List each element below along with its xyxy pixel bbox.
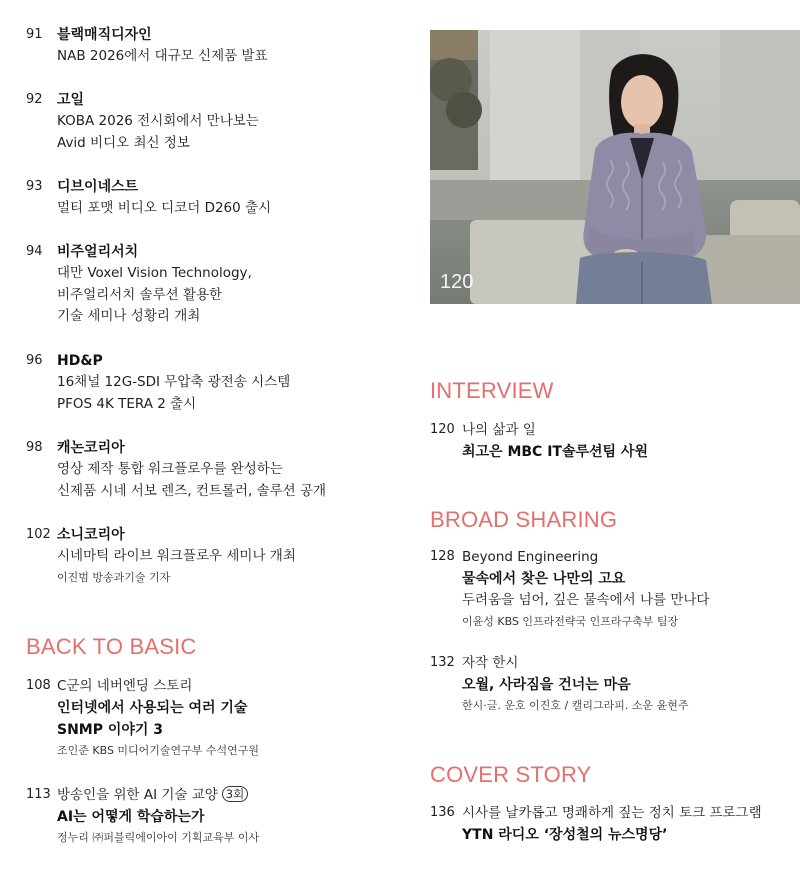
series-name: 시사를 날카롭고 명쾌하게 짚는 정치 토크 프로그램: [462, 805, 762, 821]
page-number: 98: [26, 440, 43, 455]
interview-photo[interactable]: [430, 30, 800, 304]
article-headline: AI는 어떻게 학습하는가: [57, 809, 205, 825]
article-headline: 최고은 MBC IT솔루션팀 사원: [462, 444, 648, 460]
entry-line: 멀티 포맷 비디오 디코더 D260 출시: [57, 200, 272, 216]
toc-entry-128[interactable]: [430, 546, 790, 632]
section-title-cover-story: COVER STORY: [430, 762, 592, 787]
series-name: 자작 한시: [462, 655, 519, 671]
section-title-interview: INTERVIEW: [430, 378, 554, 403]
byline: 이진범 방송과기술 기자: [57, 570, 171, 584]
entry-line: Avid 비디오 최신 정보: [57, 134, 190, 151]
toc-entry-91[interactable]: [26, 24, 416, 70]
entry-line: KOBA 2026 전시회에서 만나보는: [57, 113, 259, 129]
episode-badge: 3회: [222, 786, 248, 802]
entry-line: 비주얼리서치 솔루션 활용한: [57, 286, 223, 303]
series-name: C군의 네버엔딩 스토리: [57, 678, 193, 694]
byline: 정누리 ㈜퍼블릭에이아이 기획교육부 이사: [57, 831, 260, 844]
page-number: 120: [430, 422, 455, 437]
entry-line: 대만 Voxel Vision Technology,: [57, 265, 252, 281]
entry-line: 영상 제작 통합 워크플로우를 완성하는: [57, 461, 283, 477]
toc-entry-93[interactable]: [26, 176, 416, 222]
article-headline: SNMP 이야기 3: [57, 722, 164, 738]
section-title-broad-sharing: BROAD SHARING: [430, 507, 618, 532]
page-number: 91: [26, 27, 43, 42]
page-number: 102: [26, 527, 51, 542]
toc-entry-102[interactable]: [26, 524, 416, 590]
interview-photo-illustration: [430, 30, 800, 304]
page-number: 96: [26, 353, 43, 368]
company-name: 캐논코리아: [57, 440, 125, 456]
toc-entry-120[interactable]: [430, 419, 790, 465]
series-name: 나의 삶과 일: [462, 422, 536, 438]
article-headline: 인터넷에서 사용되는 여러 기술: [57, 700, 248, 716]
toc-entry-92[interactable]: [26, 89, 416, 155]
article-headline: 물속에서 찾은 나만의 고요: [462, 571, 626, 587]
entry-line: NAB 2026에서 대규모 신제품 발표: [57, 48, 268, 64]
photo-page-label: 120: [440, 271, 474, 293]
entry-line: 신제품 시네 서보 렌즈, 컨트롤러, 솔루션 공개: [57, 482, 327, 499]
byline: 이윤성 KBS 인프라전략국 인프라구축부 팀장: [462, 614, 679, 628]
company-name: 블랙매직디자인: [57, 27, 152, 43]
company-name: 비주얼리서치: [57, 244, 139, 260]
toc-entry-113[interactable]: [26, 784, 416, 850]
entry-line: 시네마틱 라이브 워크플로우 세미나 개최: [57, 548, 296, 564]
company-name: 소니코리아: [57, 527, 125, 543]
entry-line: 기술 세미나 성황리 개최: [57, 308, 201, 324]
page-number: 132: [430, 655, 455, 670]
series-name: Beyond Engineering: [462, 549, 599, 565]
toc-entry-96[interactable]: [26, 350, 416, 416]
entry-line: 16채널 12G-SDI 무압축 광전송 시스템: [57, 374, 291, 390]
series-name: 방송인을 위한 AI 기술 교양: [57, 787, 218, 803]
article-subtitle: 두려움을 넘어, 깊은 물속에서 나를 만나다: [462, 592, 710, 608]
page-number: 94: [26, 244, 43, 259]
page-number: 93: [26, 179, 43, 194]
entry-line: PFOS 4K TERA 2 출시: [57, 395, 197, 412]
page-number: 136: [430, 805, 455, 820]
byline: 조인준 KBS 미디어기술연구부 수석연구원: [57, 744, 260, 757]
company-name: 디브이네스트: [57, 179, 139, 195]
article-headline: 오월, 사라짐을 건너는 마음: [462, 677, 631, 693]
section-title-back-to-basic: BACK TO BASIC: [26, 634, 197, 659]
page-number: 113: [26, 787, 51, 802]
toc-entry-132[interactable]: [430, 652, 790, 718]
page-number: 92: [26, 92, 43, 107]
toc-entry-98[interactable]: [26, 437, 416, 503]
byline: 한시·글. 운호 이진호 / 캘리그라피. 소운 윤현주: [462, 699, 689, 712]
series-name-row: [57, 784, 259, 806]
toc-entry-108[interactable]: [26, 675, 416, 761]
toc-entry-94[interactable]: [26, 241, 416, 329]
page-number: 128: [430, 549, 455, 564]
company-name: 고일: [57, 92, 85, 108]
toc-entry-136[interactable]: [430, 802, 798, 848]
article-headline: YTN 라디오 ‘장성철의 뉴스명당’: [462, 827, 668, 843]
company-name: HD&P: [57, 353, 103, 369]
page-number: 108: [26, 678, 51, 693]
